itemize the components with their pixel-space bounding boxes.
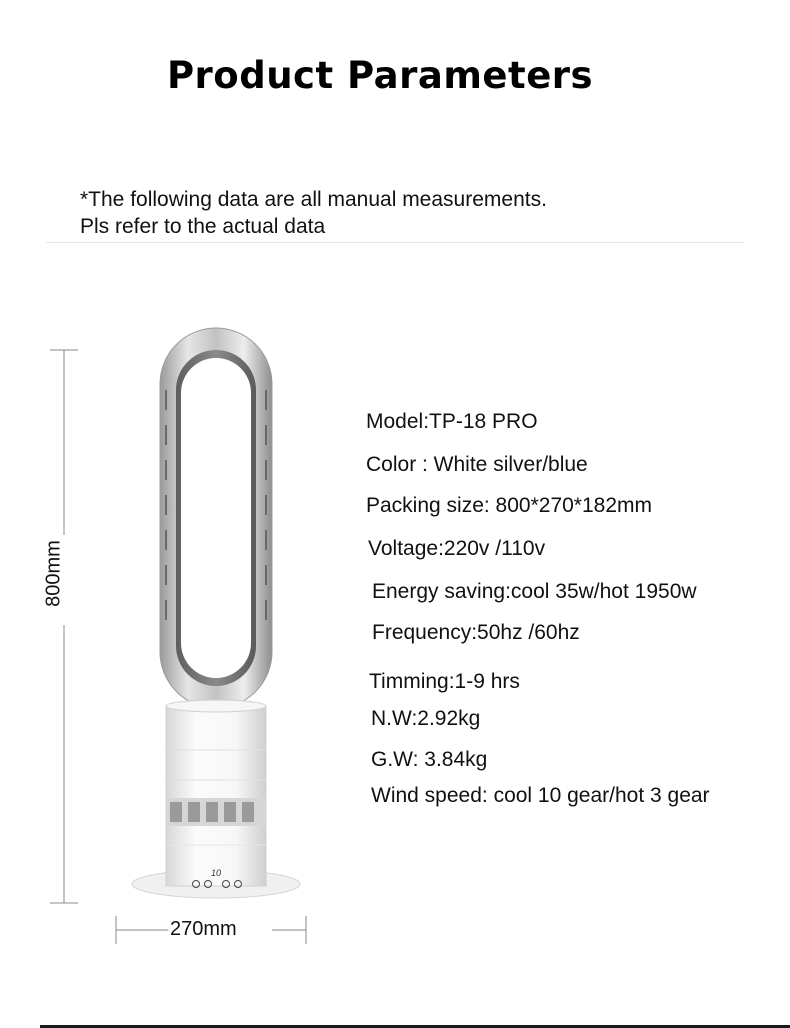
spec-energy: Energy saving:cool 35w/hot 1950w [372, 580, 697, 603]
width-label: 270mm [170, 918, 237, 940]
fan-loop [160, 328, 272, 708]
spec-net-weight: N.W:2.92kg [371, 707, 481, 730]
spec-packing-size: Packing size: 800*270*182mm [366, 494, 653, 517]
note-line-1: *The following data are all manual measurements. [80, 188, 547, 211]
note-line-2: Pls refer to the actual data [80, 215, 326, 238]
spec-gross-weight: G.W: 3.84kg [371, 748, 488, 771]
page-title: Product Parameters [166, 54, 594, 97]
spec-frequency: Frequency:50hz /60hz [372, 621, 580, 644]
display-readout: 10 [210, 868, 222, 878]
fan-body [166, 700, 266, 886]
spec-model: Model:TP-18 PRO [366, 410, 538, 433]
spec-timing: Timming:1-9 hrs [369, 670, 520, 693]
height-label: 800mm [42, 540, 65, 607]
spec-voltage: Voltage:220v /110v [368, 537, 546, 560]
spec-wind-speed: Wind speed: cool 10 gear/hot 3 gear [371, 784, 710, 807]
spec-color: Color : White silver/blue [366, 453, 588, 476]
